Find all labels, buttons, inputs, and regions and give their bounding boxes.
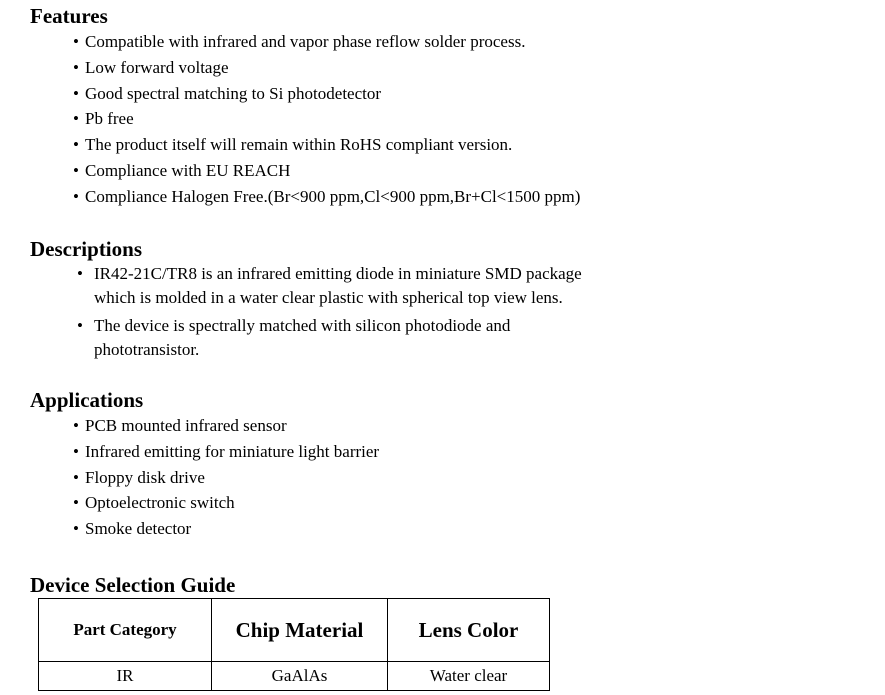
table-row [39, 662, 550, 691]
list-item: • Compliance Halogen Free.(Br<900 ppm,Cl<900 ppm,Br+Cl<1500 ppm) [73, 184, 580, 210]
descriptions-list [77, 262, 617, 362]
applications-heading: Applications [30, 388, 144, 412]
device-selection-heading: Device Selection Guide [30, 573, 236, 597]
device-selection-table [38, 598, 550, 691]
column-header-lens-color: Lens Color [388, 599, 550, 662]
features-list [73, 29, 580, 210]
list-item: • IR42-21C/TR8 is an infrared emitting diode in miniature SMD package which is molded in a water clear plastic with spherical top view lens. [77, 262, 617, 310]
features-heading: Features [30, 4, 108, 28]
column-header-chip-material: Chip Material [212, 599, 388, 662]
table-cell: IR [39, 662, 212, 691]
list-item: • The device is spectrally matched with silicon photodiode and phototransistor. [77, 314, 589, 362]
column-header-part-category: Part Category [39, 599, 212, 662]
list-item: • Compatible with infrared and vapor phase reflow solder process. [73, 29, 580, 55]
applications-list [73, 413, 379, 542]
descriptions-heading: Descriptions [30, 237, 142, 261]
list-item: • Compliance with EU REACH [73, 158, 580, 184]
list-item: • Low forward voltage [73, 55, 580, 81]
list-item: • Good spectral matching to Si photodetector [73, 81, 580, 107]
list-item: • Smoke detector [73, 516, 379, 542]
list-item: • Pb free [73, 106, 580, 132]
list-item: • Floppy disk drive [73, 465, 379, 491]
table-cell: GaAlAs [212, 662, 388, 691]
table-header-row [39, 599, 550, 662]
list-item: • Infrared emitting for miniature light barrier [73, 439, 379, 465]
table-cell: Water clear [388, 662, 550, 691]
list-item: • PCB mounted infrared sensor [73, 413, 379, 439]
list-item: • Optoelectronic switch [73, 490, 379, 516]
list-item: • The product itself will remain within RoHS compliant version. [73, 132, 580, 158]
